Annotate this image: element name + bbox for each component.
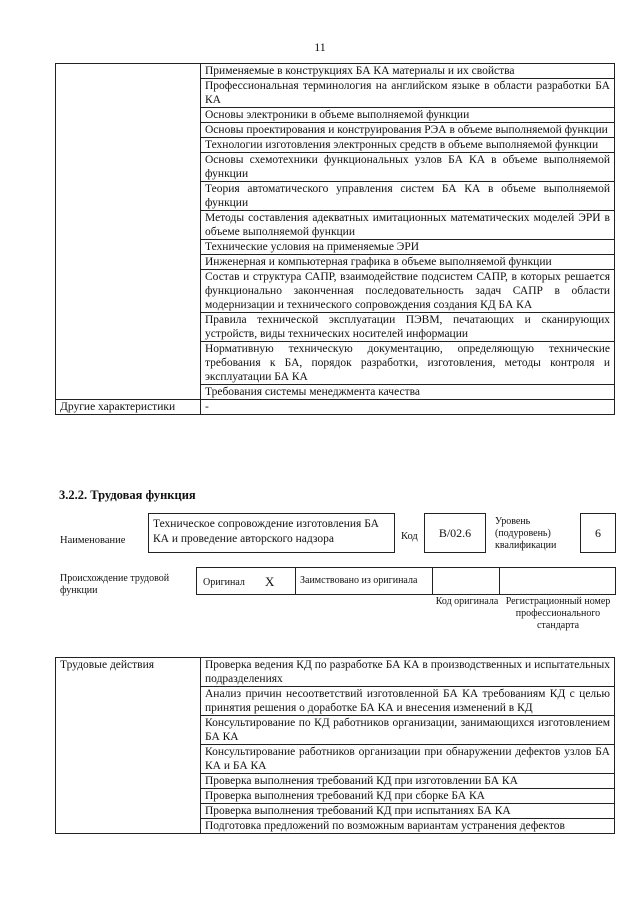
row-label-cell <box>56 64 201 400</box>
code-label: Код <box>401 531 418 542</box>
original-label: Оригинал <box>203 577 245 588</box>
function-name-value: Техническое сопровождение изготовления БА КА и проведение авторского надзора <box>148 513 395 553</box>
labor-action-item: Проверка выполнения требований КД при изготовлении БА КА <box>201 774 615 789</box>
original-code-cell <box>432 567 500 595</box>
level-value: 6 <box>580 513 616 553</box>
knowledge-item: Правила технической эксплуатации ПЭВМ, печатающих и сканирующих устройств, виды технических носителей информации <box>201 313 615 342</box>
labor-actions-label: Трудовые действия <box>56 658 201 834</box>
table-row <box>56 658 615 687</box>
knowledge-item: Требования системы менеджмента качества <box>201 385 615 400</box>
labor-action-item: Проверка выполнения требований КД при сборке БА КА <box>201 789 615 804</box>
labor-action-item: Консультирование по КД работников организации, занимающихся изготовлением БА КА <box>201 716 615 745</box>
origin-label: Происхождение трудовой функции <box>60 573 170 596</box>
knowledge-item: Основы проектирования и конструирования РЭА в объеме выполняемой функции <box>201 123 615 138</box>
labor-action-item: Подготовка предложений по возможным вариантам устранения дефектов <box>201 819 615 834</box>
knowledge-item: Теория автоматического управления систем БА КА в объеме выполняемой функции <box>201 182 615 211</box>
borrowed-label: Заимствовано из оригинала <box>300 575 418 586</box>
code-caption: Код оригинала <box>435 596 499 607</box>
labor-action-item: Проверка ведения КД по разработке БА КА в производственных и испытательных подразделениях <box>201 658 615 687</box>
page-number: 11 <box>314 40 326 54</box>
other-characteristics-label: Другие характеристики <box>56 400 201 415</box>
labor-actions-table <box>55 657 615 834</box>
labor-action-item: Анализ причин несоответствий изготовленной БА КА требованиям КД с целью принятия решения о доработке БА КА и внесения изменений в КД <box>201 687 615 716</box>
knowledge-item: Методы составления адекватных имитационных математических моделей ЭРИ в объеме выполняемой функции <box>201 211 615 240</box>
table-row <box>56 400 615 415</box>
knowledge-table <box>55 63 615 415</box>
section-heading: 3.2.2. Трудовая функция <box>59 488 196 502</box>
reg-caption: Регистрационный номер профессионального стандарта <box>505 596 611 631</box>
knowledge-item: Технологии изготовления электронных средств в объеме выполняемой функции <box>201 138 615 153</box>
original-mark: X <box>265 574 275 589</box>
original-cell <box>196 567 296 595</box>
other-characteristics-value: - <box>201 400 615 415</box>
knowledge-item: Нормативную техническую документацию, определяющую технические требования к БА, порядок разработки, изготовления, методы контроля и эксплуатации БА КА <box>201 342 615 385</box>
knowledge-item: Основы электроники в объеме выполняемой функции <box>201 108 615 123</box>
function-code-value: B/02.6 <box>424 513 486 553</box>
borrowed-cell <box>295 567 433 595</box>
knowledge-item: Технические условия на применяемые ЭРИ <box>201 240 615 255</box>
knowledge-item: Состав и структура САПР, взаимодействие подсистем САПР, в которых решается функционально законченная последовательность задач САПР в области модернизации и технического сопровождения создания КД БА КА <box>201 270 615 313</box>
knowledge-item: Основы схемотехники функциональных узлов БА КА в объеме выполняемой функции <box>201 153 615 182</box>
registration-number-cell <box>499 567 616 595</box>
name-label: Наименование <box>60 535 126 546</box>
labor-action-item: Консультирование работников организации при обнаружении дефектов узлов БА КА и БА КА <box>201 745 615 774</box>
knowledge-item: Профессиональная терминология на английском языке в области разработки БА КА <box>201 79 615 108</box>
table-row <box>56 64 615 79</box>
knowledge-item: Инженерная и компьютерная графика в объеме выполняемой функции <box>201 255 615 270</box>
labor-action-item: Проверка выполнения требований КД при испытаниях БА КА <box>201 804 615 819</box>
knowledge-item: Применяемые в конструкциях БА КА материалы и их свойства <box>201 64 615 79</box>
level-label: Уровень (подуровень) квалификации <box>495 516 557 551</box>
